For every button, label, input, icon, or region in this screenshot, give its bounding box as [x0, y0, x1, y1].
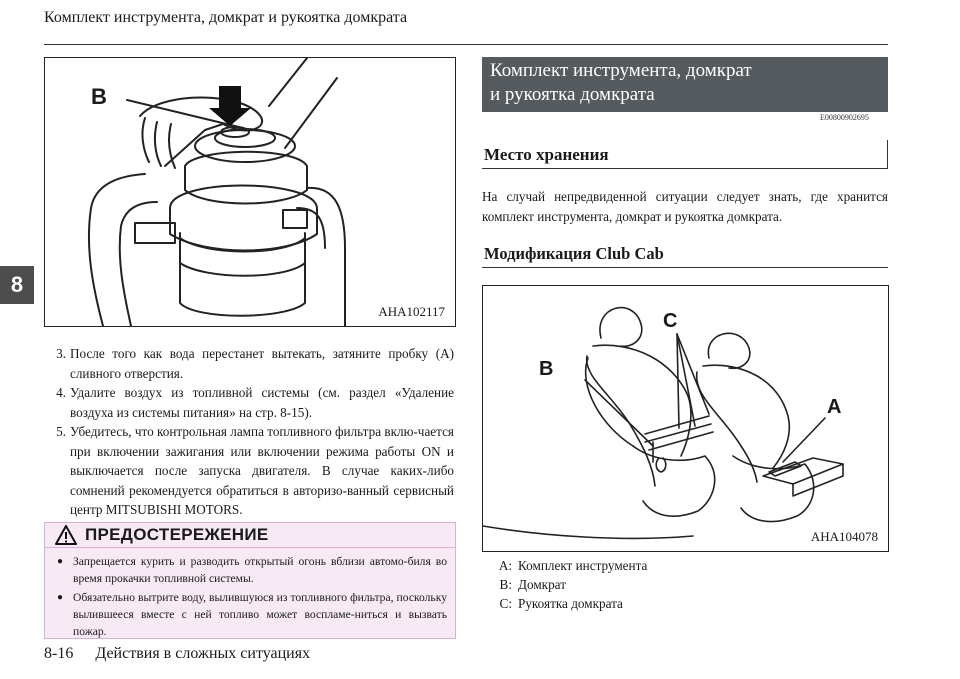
step-number: 3. [56, 346, 66, 361]
callout-label-a: A [827, 396, 842, 418]
step-text: После того как вода перестанет вытекать, затяните пробку (A) сливного отверстия. [70, 346, 454, 381]
callout-label-c: C [663, 310, 678, 332]
step-number: 5. [56, 424, 66, 439]
page-footer [44, 645, 310, 663]
figure-legend [482, 556, 647, 613]
storage-paragraph: На случай непредвиденной ситуации следует знать, где хранится комплект инструмента, домкрат и рукоятка домкрата. [482, 189, 888, 224]
storage-heading: Место хранения [484, 145, 609, 164]
procedure-steps [44, 344, 454, 520]
legend-key: A: [498, 558, 512, 573]
warning-header [45, 523, 455, 547]
modification-rule [482, 267, 888, 268]
footer-section: Действия в сложных ситуациях [95, 645, 311, 662]
step-item [44, 383, 454, 422]
legend-key: C: [499, 596, 512, 611]
modification-heading: Модификация Club Cab [484, 244, 664, 263]
storage-heading-rule-end [887, 140, 888, 169]
warning-item [57, 589, 447, 640]
legend-value: Рукоятка домкрата [518, 596, 623, 611]
warning-list [57, 553, 447, 640]
warning-box [44, 522, 456, 639]
legend-key: B: [499, 577, 512, 592]
step-item [44, 344, 454, 383]
callout-label-b: B [91, 84, 107, 109]
figure-id-right: AHA104078 [810, 529, 878, 544]
warning-item [57, 553, 447, 587]
fuel-filter-figure [44, 57, 456, 327]
warning-divider [45, 547, 455, 548]
bullet-icon: ● [57, 592, 64, 603]
legend-value: Домкрат [518, 577, 566, 592]
section-title-line2: и рукоятка домкрата [490, 84, 655, 105]
bullet-icon: ● [57, 556, 64, 567]
page-number: 8-16 [44, 645, 74, 662]
step-item [44, 422, 454, 520]
legend-item [482, 575, 647, 594]
legend-value: Комплект инструмента [518, 558, 648, 573]
section-title-line1: Комплект инструмента, домкрат [490, 60, 752, 81]
figure-id: AHA102117 [378, 304, 445, 319]
seat-storage-figure [482, 285, 889, 552]
legend-item [482, 556, 647, 575]
step-text: Убедитесь, что контрольная лампа топливного фильтра вклю-чается при включении зажигания или включении режима работы ON и выключается после запуска двигателя. В случае каких-либо сомнений рекомендуется обратиться в авторизо-ванный сервисный центр MITSUBISHI MOTORS. [70, 424, 454, 517]
warning-title: ПРЕДОСТЕРЕЖЕНИЕ [85, 525, 269, 544]
callout-label-b-right: B [539, 358, 554, 380]
document-code: E00800902695 [820, 113, 869, 122]
section-banner [482, 57, 888, 112]
chapter-tab: 8 [0, 266, 34, 304]
storage-heading-rule [482, 168, 888, 169]
legend-item [482, 594, 647, 613]
warning-triangle-icon [55, 525, 77, 545]
warning-text: Обязательно вытрите воду, вылившуюся из топливного фильтра, поскольку вылившееся вместе с ней топливо может воспламе-ниться и вызвать пожар. [73, 591, 447, 638]
step-number: 4. [56, 385, 66, 400]
step-text: Удалите воздух из топливной системы (см. раздел «Удаление воздуха из системы питания» на стр. 8-15). [70, 385, 454, 420]
header-rule [44, 44, 888, 45]
running-header: Комплект инструмента, домкрат и рукоятка домкрата [44, 9, 408, 26]
warning-text: Запрещается курить и разводить открытый огонь вблизи автомо-биля во время прокачки топливной системы. [73, 555, 447, 585]
